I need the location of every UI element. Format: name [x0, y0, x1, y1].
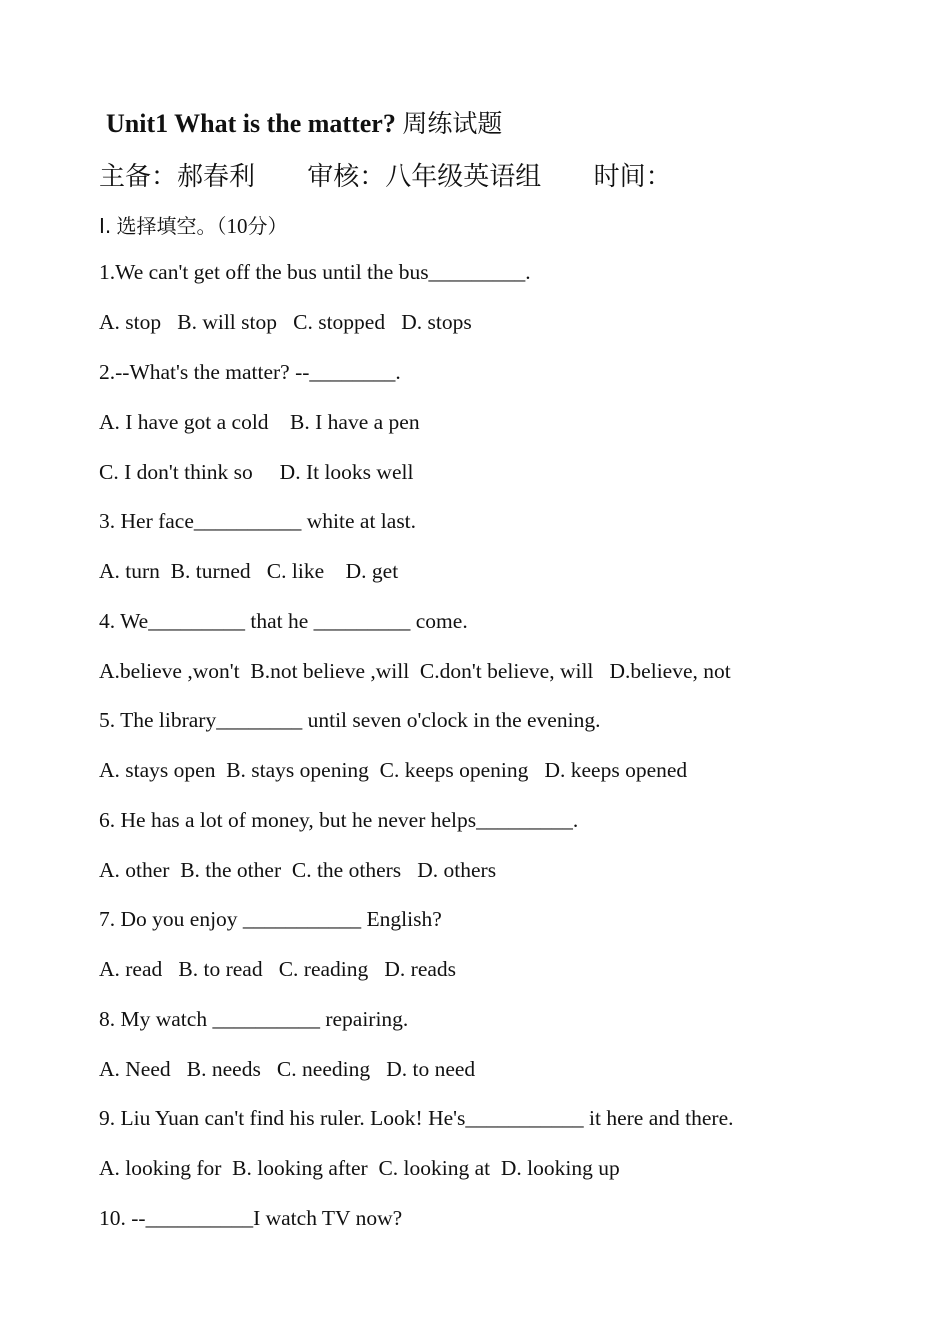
- options-3: A. turn B. turned C. like D. get: [99, 559, 399, 583]
- options-2a: A. I have got a cold B. I have a pen: [99, 410, 420, 434]
- question-1: 1.We can't get off the bus until the bus_________.: [99, 260, 531, 284]
- question-10: 10. --__________I watch TV now?: [99, 1206, 403, 1230]
- section-label: 选择填空。（: [116, 214, 227, 238]
- prepared-by: 主备：郝春利: [99, 162, 256, 192]
- title-english: Unit1 What is the matter?: [106, 109, 396, 138]
- question-7: 7. Do you enjoy ___________ English?: [99, 907, 442, 931]
- options-6: A. other B. the other C. the others D. others: [99, 858, 497, 882]
- section-numeral: Ⅰ.: [99, 214, 112, 238]
- options-4: A.believe ,won't B.not believe ,will C.don't believe, will D.believe, not: [99, 659, 731, 683]
- options-7: A. read B. to read C. reading D. reads: [99, 957, 457, 981]
- options-5: A. stays open B. stays opening C. keeps opening D. keeps opened: [99, 758, 688, 782]
- question-9: 9. Liu Yuan can't find his ruler. Look! He's___________ it here and there.: [99, 1106, 734, 1130]
- options-1: A. stop B. will stop C. stopped D. stops: [99, 310, 472, 334]
- question-3: 3. Her face__________ white at last.: [99, 509, 417, 533]
- title-chinese: 周练试题: [402, 109, 503, 138]
- reviewed-by: 审核：八年级英语组: [307, 162, 542, 192]
- options-8: A. Need B. needs C. needing D. to need: [99, 1057, 476, 1081]
- section-points: 10: [226, 214, 248, 238]
- question-8: 8. My watch __________ repairing.: [99, 1007, 409, 1031]
- section-heading: [99, 210, 288, 239]
- question-2: 2.--What's the matter? --________.: [99, 360, 401, 384]
- section-unit: 分）: [247, 214, 288, 238]
- meta-line: [99, 156, 672, 193]
- time-label: 时间：: [593, 162, 672, 192]
- question-4: 4. We_________ that he _________ come.: [99, 609, 468, 633]
- question-5: 5. The library________ until seven o'clock in the evening.: [99, 708, 601, 732]
- options-2b: C. I don't think so D. It looks well: [99, 460, 414, 484]
- question-6: 6. He has a lot of money, but he never helps_________.: [99, 808, 579, 832]
- options-9: A. looking for B. looking after C. looking at D. looking up: [99, 1156, 620, 1180]
- page-title: [106, 104, 502, 140]
